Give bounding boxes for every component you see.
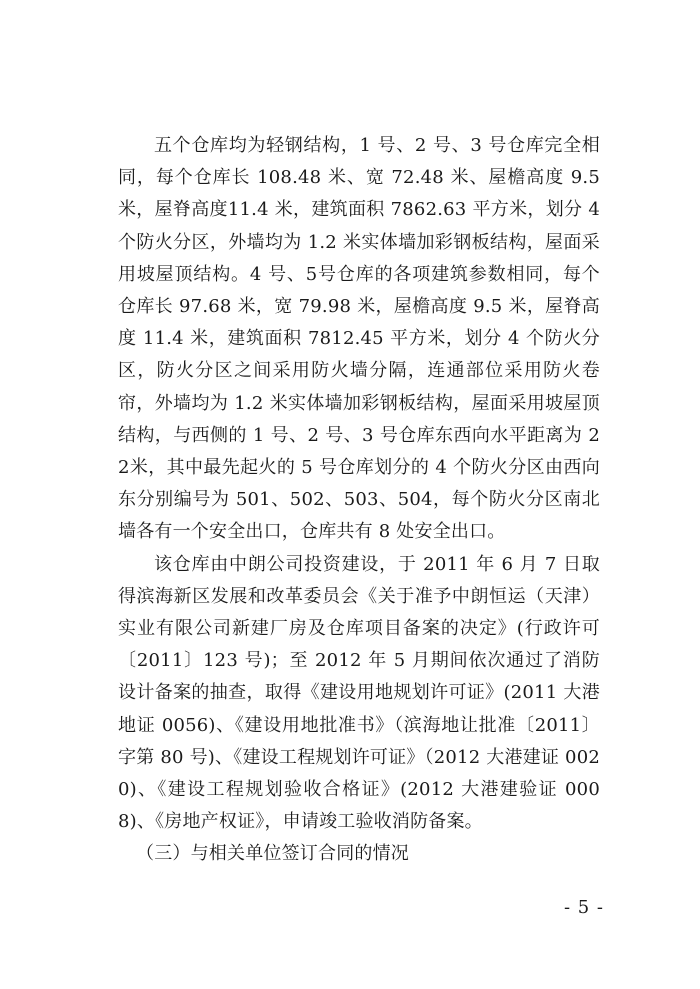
paragraph-construction-approval: 该仓库由中朗公司投资建设，于 2011 年 6 月 7 日取得滨海新区发展和改革委员会《关于准予中朗恒运（天津）实业有限公司新建厂房及仓库项目备案的决定》(行政许可〔2011〕123 号)；至 2012 年 5 月期间依次通过了消防设计备案的抽查，取得《建设用地规划许可证》(2011 大港地证 0056)、《建设用地批准书》（滨海地让批准〔2011〕字第 80 号)、《建设工程规划许可证》（2012 大港建证 0020)、《建设工程规划验收合格证》(2012 大港建验证 0008)、《房地产权证》，申请竣工验收消防备案。: [118, 553, 600, 833]
page-number: - 5 -: [563, 897, 604, 918]
body-text: [118, 130, 600, 871]
section-heading: （三）与相关单位签订合同的情况: [136, 843, 409, 865]
paragraph-warehouse-structure: 五个仓库均为轻钢结构，1 号、2 号、3 号仓库完全相同，每个仓库长 108.48 米、宽 72.48 米、屋檐高度 9.5 米，屋脊高度11.4 米，建筑面积 7862.63 平方米，划分 4 个防火分区，外墙均为 1.2 米实体墙加彩钢板结构，屋面采用坡屋顶结构。4 号、5号仓库的各项建筑参数相同，每个仓库长 97.68 米，宽 79.98 米，屋檐高度 9.5 米，屋脊高度 11.4 米，建筑面积 7812.45 平方米，划分 4 个防火分区，防火分区之间采用防火墙分隔，连通部位采用防火卷帘，外墙均为 1.2 米实体墙加彩钢板结构，屋面采用坡屋顶结构，与西侧的 1 号、2 号、3 号仓库东西向水平距离为 22米，其中最先起火的 5 号仓库划分的 4 个防火分区由西向东分别编号为 501、502、503、504，每个防火分区南北墙各有一个安全出口，仓库共有 8 处安全出口。: [118, 135, 600, 543]
